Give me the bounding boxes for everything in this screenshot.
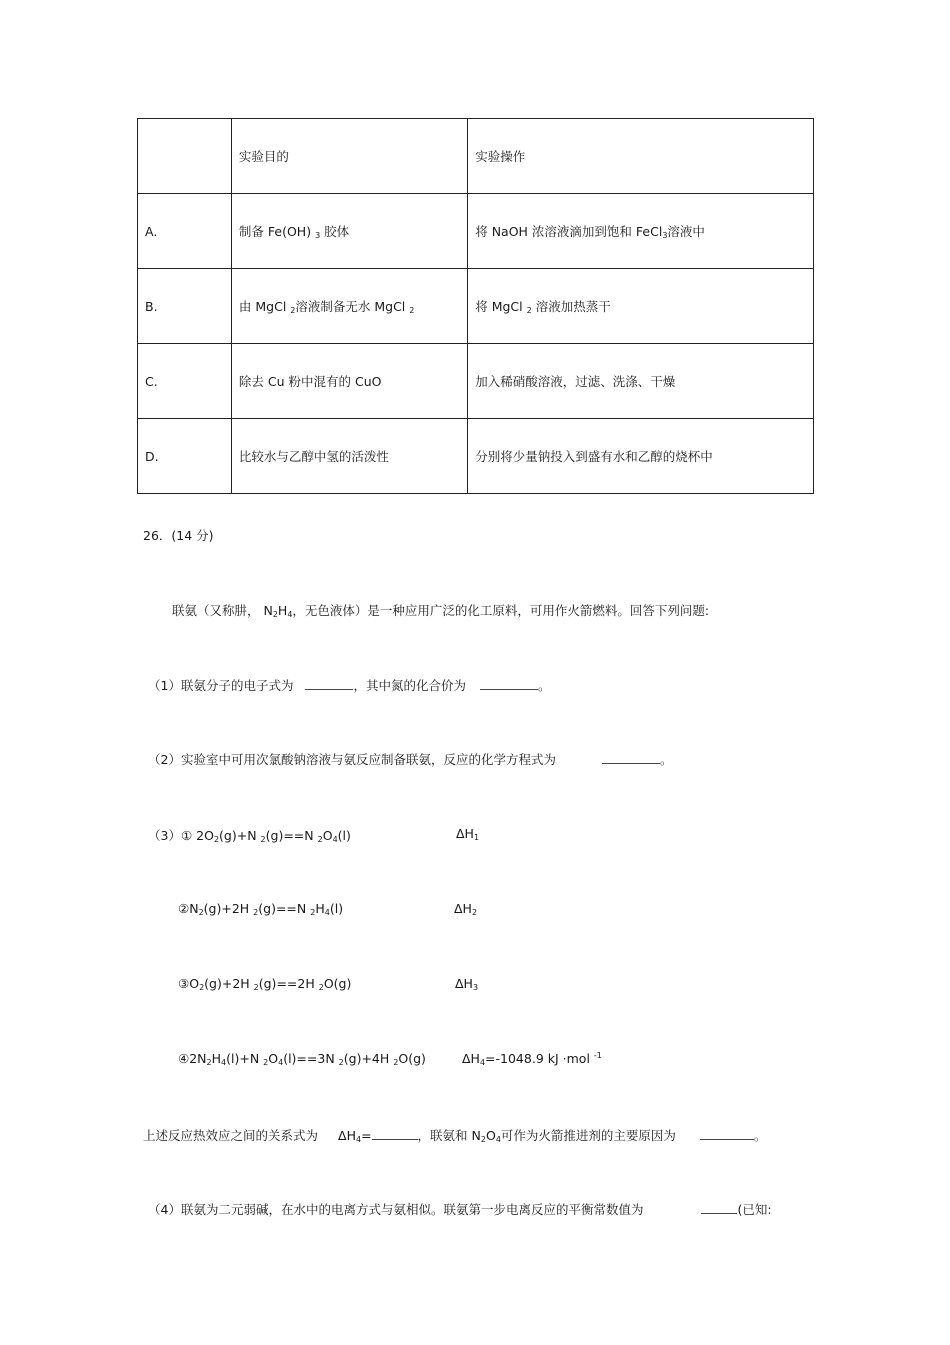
row-purpose: 由 MgCl $_2$溶液制备无水 MgCl $_2$	[231, 269, 467, 344]
enthalpy-3: $\Delta H_3$	[455, 976, 479, 992]
table-row	[138, 269, 814, 344]
row-operation: 将 NaOH 浓溶液滴加到饱和 FeCl$_3$溶液中	[468, 194, 814, 269]
row-purpose: 制备 Fe(OH) $_3$ 胶体	[231, 194, 467, 269]
row-operation: 将 MgCl $_2$ 溶液加热蒸干	[468, 269, 814, 344]
row-label: B.	[138, 269, 232, 344]
row-label: D.	[138, 419, 232, 494]
equation-1: （3）① $2O_2(g)+N$ $_2$(g)==N $_2O_4(l)$	[148, 828, 351, 844]
row-purpose: 除去 Cu 粉中混有的 CuO	[231, 344, 467, 419]
row-label: C.	[138, 344, 232, 419]
row-purpose: 比较水与乙醇中氢的活泼性	[231, 419, 467, 494]
row-operation: 分别将少量钠投入到盛有水和乙醇的烧杯中	[468, 419, 814, 494]
answer-blank[interactable]	[372, 1129, 418, 1140]
answer-blank[interactable]	[480, 679, 538, 690]
question-title: 26．(14 分)	[143, 528, 214, 543]
equation-3: $③O_2(g)+2H$ $_2$(g)==2H $_2$O(g)	[178, 976, 352, 992]
header-cell-operation: 实验操作	[468, 119, 814, 194]
table-row	[138, 419, 814, 494]
relation-sentence: 上述反应热效应之间的关系式为 $\Delta H_4=$ ，联氨和 $N_2O_4$可作为火箭推进剂的主要原因为 。	[143, 1128, 767, 1144]
table-row	[138, 194, 814, 269]
subquestion-1: （1）联氨分子的电子式为 ，其中氮的化合价为 。	[148, 678, 551, 693]
answer-blank[interactable]	[305, 679, 353, 690]
header-cell-purpose: 实验目的	[231, 119, 467, 194]
enthalpy-1: $\Delta H_1$	[456, 826, 480, 842]
equation-2: $②N_2(g)+2H$ $_2$(g)==N $_2H_4(l)$	[178, 901, 344, 917]
subquestion-2: （2）实验室中可用次氯酸钠溶液与氨反应制备联氨，反应的化学方程式为 。	[148, 752, 673, 767]
experiment-table	[137, 118, 814, 494]
row-label: A.	[138, 194, 232, 269]
table-header-row	[138, 119, 814, 194]
answer-blank[interactable]	[700, 1129, 754, 1140]
row-operation: 加入稀硝酸溶液，过滤、洗涤、干燥	[468, 344, 814, 419]
subquestion-4: （4）联氨为二元弱碱，在水中的电离方式与氨相似。联氨第一步电离反应的平衡常数值为 (已知:	[148, 1202, 772, 1217]
equation-4: $④2N_2H_4(l)+N$ $_2O_4(l)==3N$ $_2$(g)+4H $_2$O(g)	[178, 1051, 426, 1067]
question-intro: 联氨（又称肼， $N_2H_4$，无色液体）是一种应用广泛的化工原料，可用作火箭燃料。回答下列问题:	[172, 603, 710, 619]
table-row	[138, 344, 814, 419]
enthalpy-2: $\Delta H_2$	[454, 901, 478, 917]
enthalpy-4: $\Delta H_4=-1048.9$ kJ ·mol $^{-1}$	[462, 1051, 602, 1068]
answer-blank[interactable]	[701, 1203, 737, 1214]
answer-blank[interactable]	[602, 753, 660, 764]
header-cell-empty	[138, 119, 232, 194]
